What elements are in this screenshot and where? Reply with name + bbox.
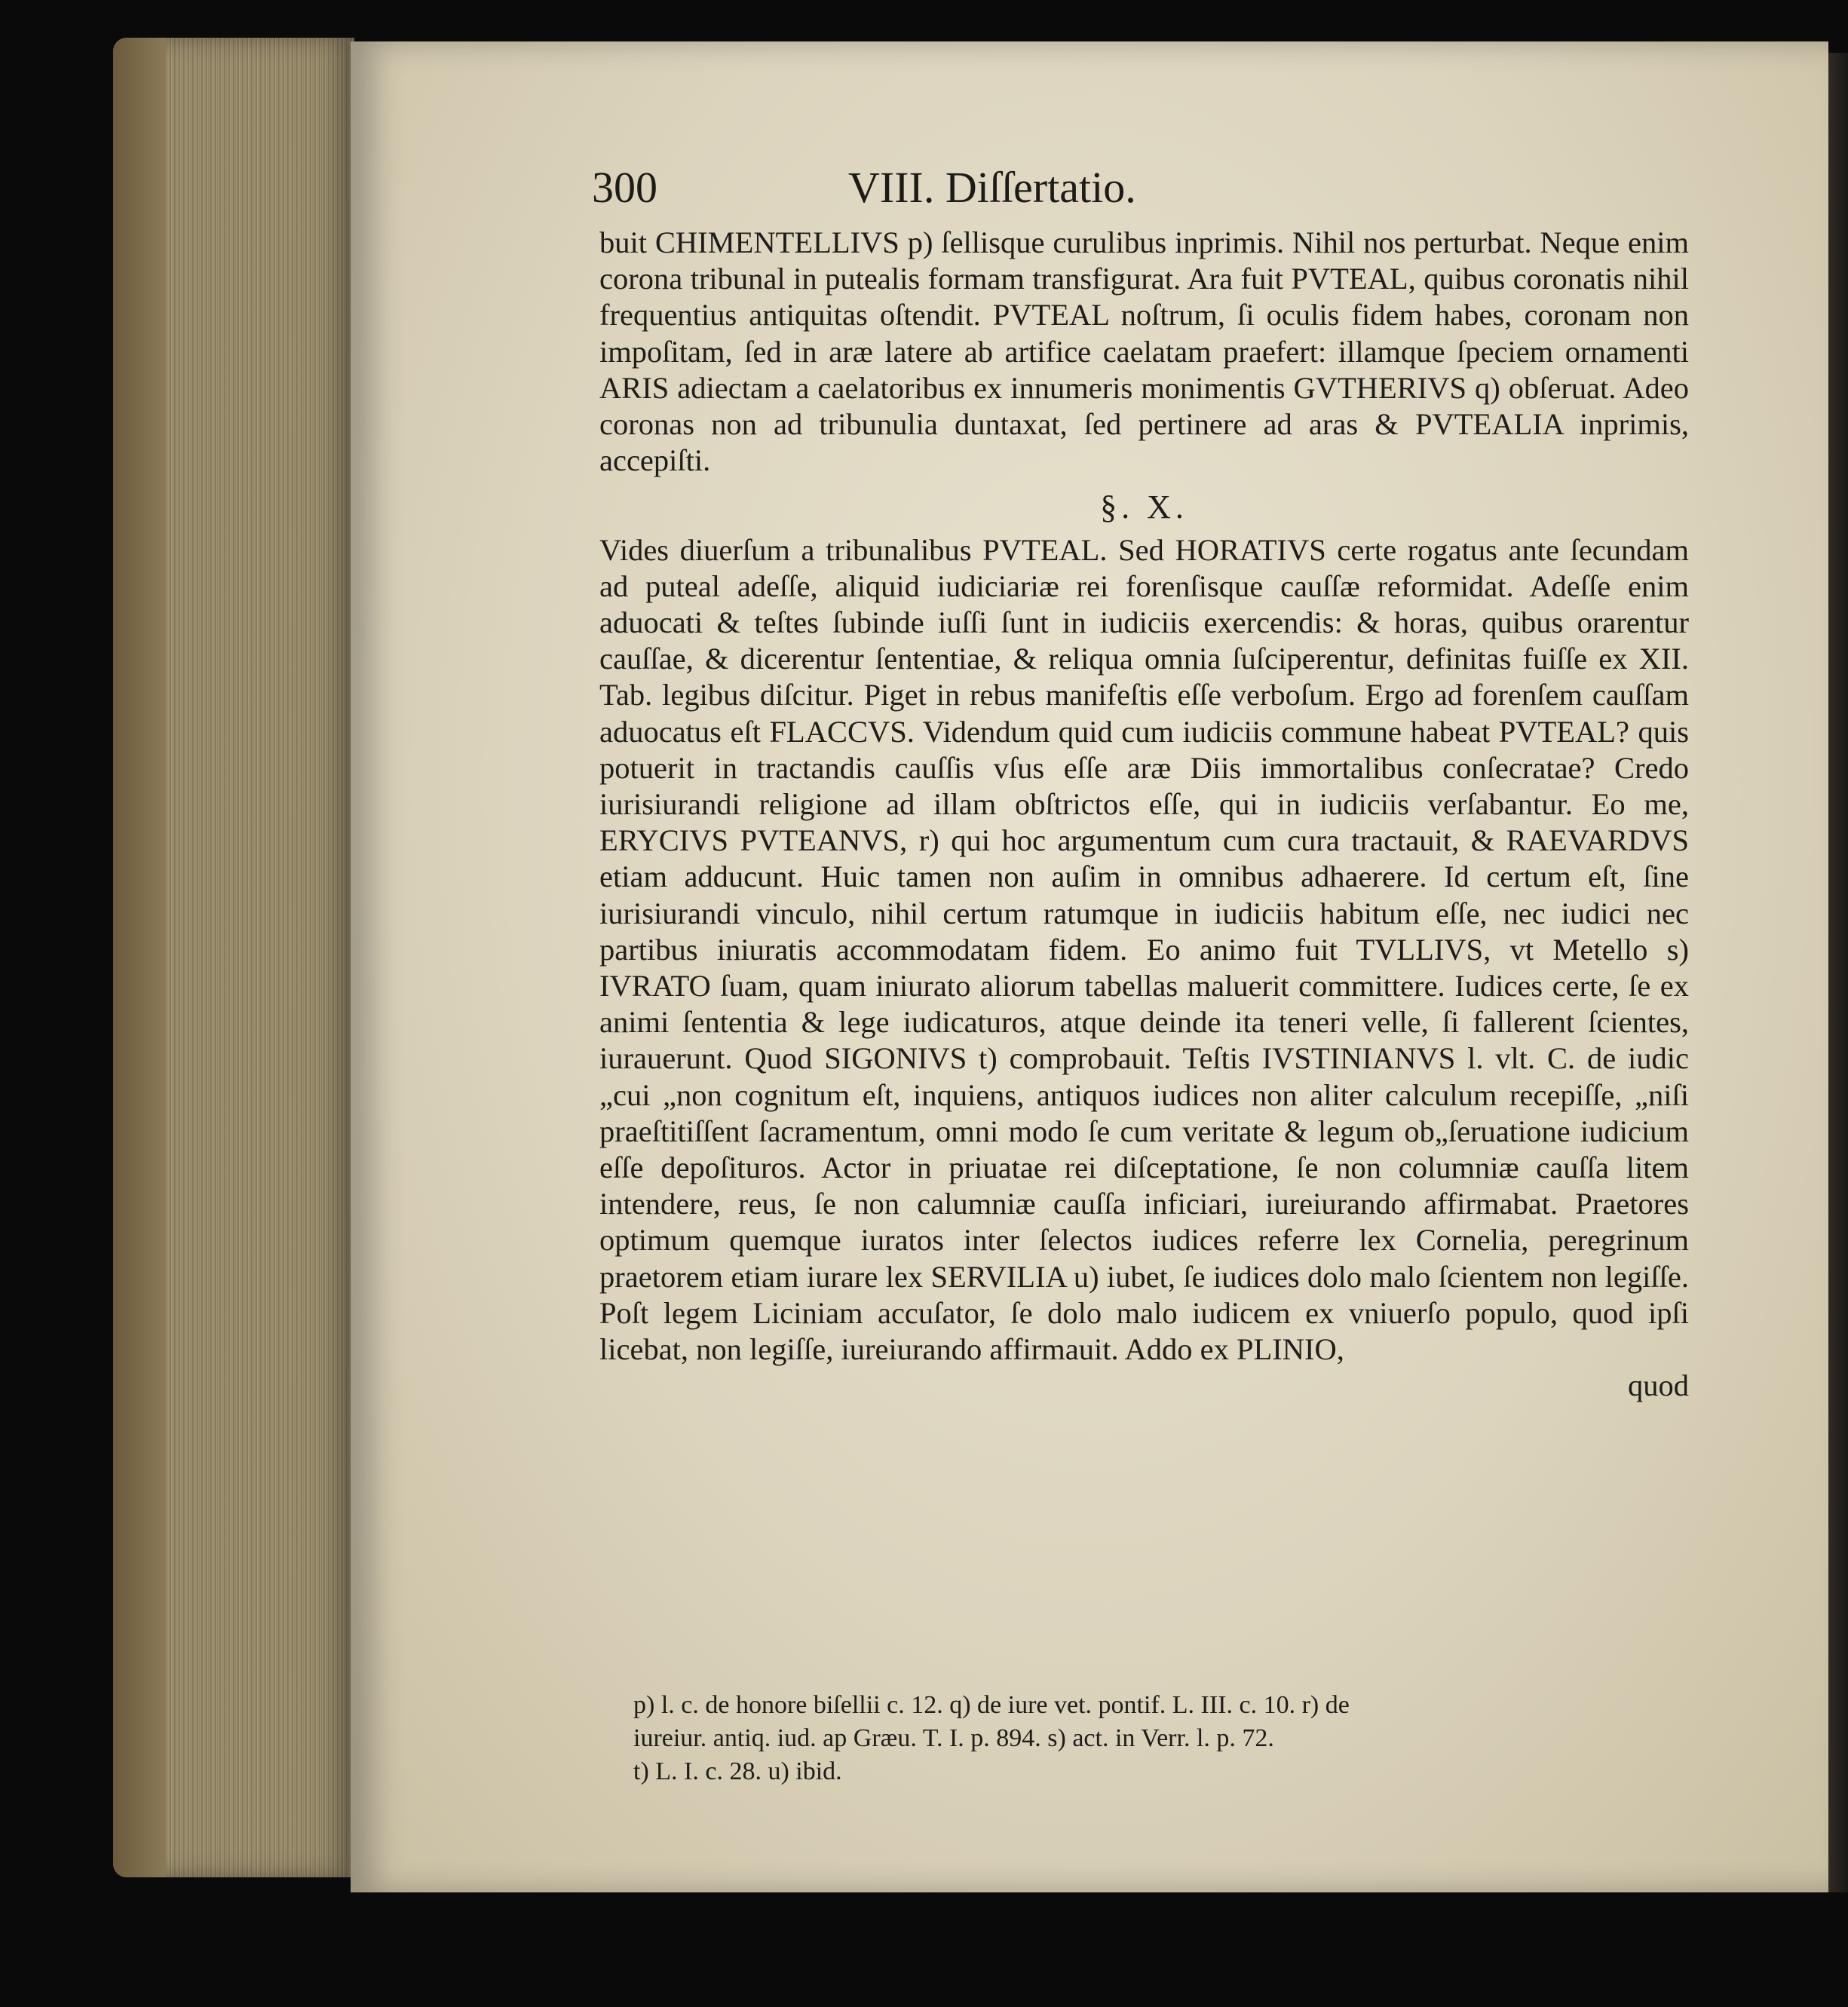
footnote-line: p) l. c. de honore biſellii c. 12. q) de iure vet. pontif. L. III. c. 10. r) de [633, 1691, 1350, 1719]
footnote-line: iureiur. antiq. iud. ap Græu. T. I. p. 894. s) act. in Verr. l. p. 72. [633, 1724, 1274, 1752]
catchword: quod [1628, 1368, 1689, 1403]
footnote-line: t) L. I. c. 28. u) ibid. [633, 1757, 842, 1785]
running-title: VIII. Diſſertatio. [848, 163, 1136, 212]
footnotes [633, 1689, 1689, 1788]
section-heading: §. X. [1100, 489, 1188, 526]
book-cover-edge [113, 38, 166, 1877]
paragraph: buit CHIMENTELLIVS p) ſellisque curulibus inprimis. Nihil nos perturbat. Neque enim corona tribunal in putealis formam transfigurat. Ara fuit PVTEAL, quibus coronatis nihil frequentius antiquitas oſtendit. PVTEAL noſtrum, ſi oculis fidem habes, coronam non impoſitam, ſed in aræ latere ab artifice caelatam praefert: illamque ſpeciem ornamenti ARIS adiectam a caelatoribus ex innumeris monimentis GVTHERIVS q) obſeruat. Adeo coronas non ad tribunulia duntaxat, ſed pertinere ad aras & PVTEALIA inprimis, accepiſti. [599, 225, 1689, 478]
page-header [592, 162, 1647, 215]
paragraph: Vides diuerſum a tribunalibus PVTEAL. Sed HORATIVS certe rogatus ante ſecundam ad puteal adeſſe, aliquid iudiciariæ rei forenſisque cauſſæ reformidat. Adeſſe enim aduocati & teſtes ſubinde iuſſi ſunt in iudiciis exercendis: & horas, quibus orarentur cauſſae, & dicerentur ſententiae, & reliqua omnia ſuſciperentur, definitas fuiſſe ex XII. Tab. legibus diſcitur. Piget in rebus manifeſtis eſſe verboſum. Ergo ad forenſem cauſſam aduocatus eſt FLACCVS. Videndum quid cum iudiciis commune habeat PVTEAL? quis potuerit in tractandis cauſſis vſus eſſe aræ Diis immortalibus conſecratae? Credo iurisiurandi religione ad illam obſtrictos eſſe, qui in iudiciis verſabantur. Eo me, ERYCIVS PVTEANVS, r) qui hoc argumentum cum cura tractauit, & RAEVARDVS etiam adducunt. Huic tamen non auſim in omnibus adhaerere. Id certum eſt, ſine iurisiurandi vinculo, nihil certum ratumque in iudiciis habitum eſſe, nec iudici nec partibus iniuratis accommodatam fidem. Eo animo fuit TVLLIVS, vt Metello s) IVRATO ſuam, quam iniurato aliorum tabellas maluerit committere. Iudices certe, ſe ex animi ſententia & lege iudicaturos, atque deinde ita teneri velle, ſi fallerent ſcientes, iurauerunt. Quod SIGONIVS t) comprobauit. Teſtis IVSTINIANVS l. vlt. C. de iudic „cui „non cognitum eſt, inquiens, antiquos iudices non aliter calculum recepiſſe, „niſi praeſtitiſſent ſacramentum, omni modo ſe cum veritate & legum ob„ſeruatione iudicium eſſe depoſituros. Actor in priuatae rei diſceptatione, ſe non columniæ cauſſa litem intendere, reus, ſe non calumniæ cauſſa inficiari, iureiurando affirmabat. Praetores optimum quemque iuratos inter ſelectos iudices referre lex Cornelia, peregrinum praetorem etiam iurare lex SERVILIA u) iubet, ſe iudices dolo malo ſcientem non legiſſe. Poſt legem Liciniam accuſator, ſe dolo malo iudicem ex vniuerſo populo, quod ipſi licebat, non legiſſe, iureiurando affirmauit. Addo ex PLINIO, [599, 532, 1689, 1367]
main-text [599, 225, 1689, 1405]
page-number: 300 [592, 163, 657, 212]
